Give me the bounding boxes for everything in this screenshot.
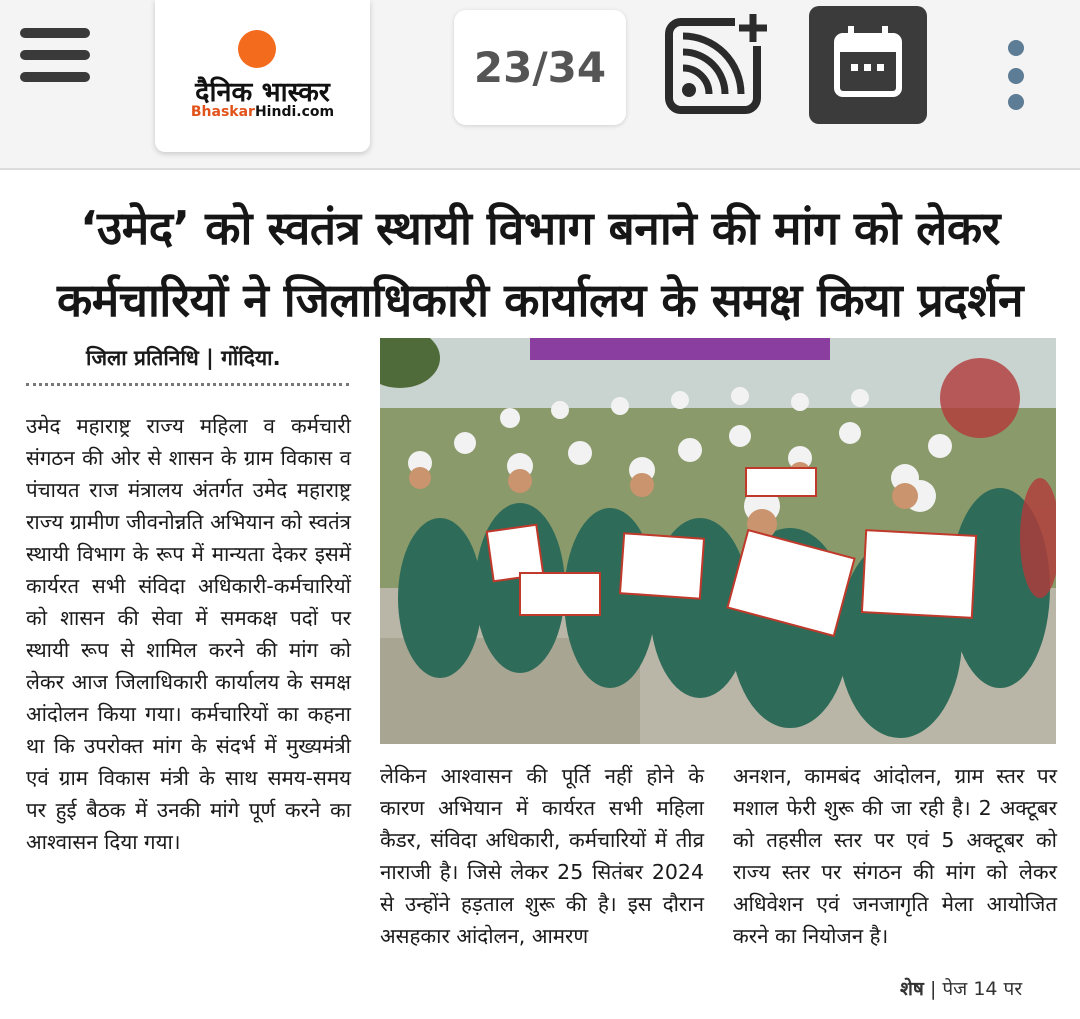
hamburger-menu-button[interactable] xyxy=(20,28,90,88)
byline: जिला प्रतिनिधि | गोंदिया. xyxy=(86,346,281,370)
page-counter: 23/34 xyxy=(454,10,626,125)
rss-add-icon xyxy=(665,10,771,116)
headline-line-1: ‘उमेद’ को स्वतंत्र स्थायी विभाग बनाने की मांग को लेकर xyxy=(80,201,1000,255)
continued-label: शेष xyxy=(900,978,924,1000)
article-column-1: उमेद महाराष्ट्र राज्य महिला व कर्मचारी संगठन की ओर से शासन के ग्राम विकास व पंचायत राज मंत्रालय अंतर्गत उमेद महाराष्ट्र राज्य ग्रामीण जीवनोन्नति अभियान को स्वतंत्र स्थायी विभाग के रूप में मान्यता देकर इसमें कार्यरत सभी संविदा अधिकारी-कर्मचारियों को शासन की सेवा में समकक्ष पदों पर स्थायी रूप से शामिल करने की मांग को लेकर आज जिलाधिकारी कार्यालय के समक्ष आंदोलन किया गया। कर्मचारियों का कहना था कि उपरोक्त मांग के संदर्भ में मुख्यमंत्री एवं ग्राम विकास मंत्री के साथ समय-समय पर हुई बैठक में उनकी मांगे पूर्ण करने का आश्वासन दिया गया। xyxy=(26,414,351,854)
headline-line-2: कर्मचारियों ने जिलाधिकारी कार्यालय के समक्ष किया प्रदर्शन xyxy=(56,273,1024,327)
continued-note: शेष | पेज 14 पर xyxy=(900,978,1023,1000)
continued-page: पेज 14 पर xyxy=(942,978,1023,1000)
article-column-2: लेकिन आश्वासन की पूर्ति नहीं होने के कारण अभियान में कार्यरत सभी महिला कैडर, संविदा अधिकारी, कर्मचारियों में तीव्र नाराजी है। जिसे लेकर 25 सितंबर 2024 से उन्होंने हड़ताल शुरू की है। इस दौरान असहकार आंदोलन, आमरण xyxy=(380,764,704,948)
logo-title: दैनिक भास्कर xyxy=(195,77,330,108)
more-vertical-icon xyxy=(1008,40,1024,56)
byline-divider xyxy=(26,383,349,386)
article-column-3: अनशन, कामबंद आंदोलन, ग्राम स्तर पर मशाल फेरी शुरू की जा रही है। 2 अक्टूबर को तहसील स्तर पर एवं 5 अक्टूबर को राज्य स्तर पर संगठन की मांग को लेकर अधिवेशन एवं जनजागृति मेला आयोजित करने का नियोजन है। xyxy=(733,764,1057,948)
top-app-bar xyxy=(0,0,1080,170)
more-options-button[interactable] xyxy=(1003,36,1029,116)
logo-sun-icon xyxy=(238,30,276,68)
logo-subtitle: BhaskarHindi.com xyxy=(190,104,335,120)
protest-photo-illustration xyxy=(380,338,1056,744)
protest-photo xyxy=(380,338,1056,744)
newspaper-clipping xyxy=(0,172,1080,1019)
calendar-button[interactable] xyxy=(809,6,927,124)
dainik-bhaskar-logo[interactable] xyxy=(155,0,370,152)
calendar-icon xyxy=(809,6,927,124)
hamburger-icon xyxy=(20,28,90,38)
rss-add-button[interactable] xyxy=(665,10,771,116)
